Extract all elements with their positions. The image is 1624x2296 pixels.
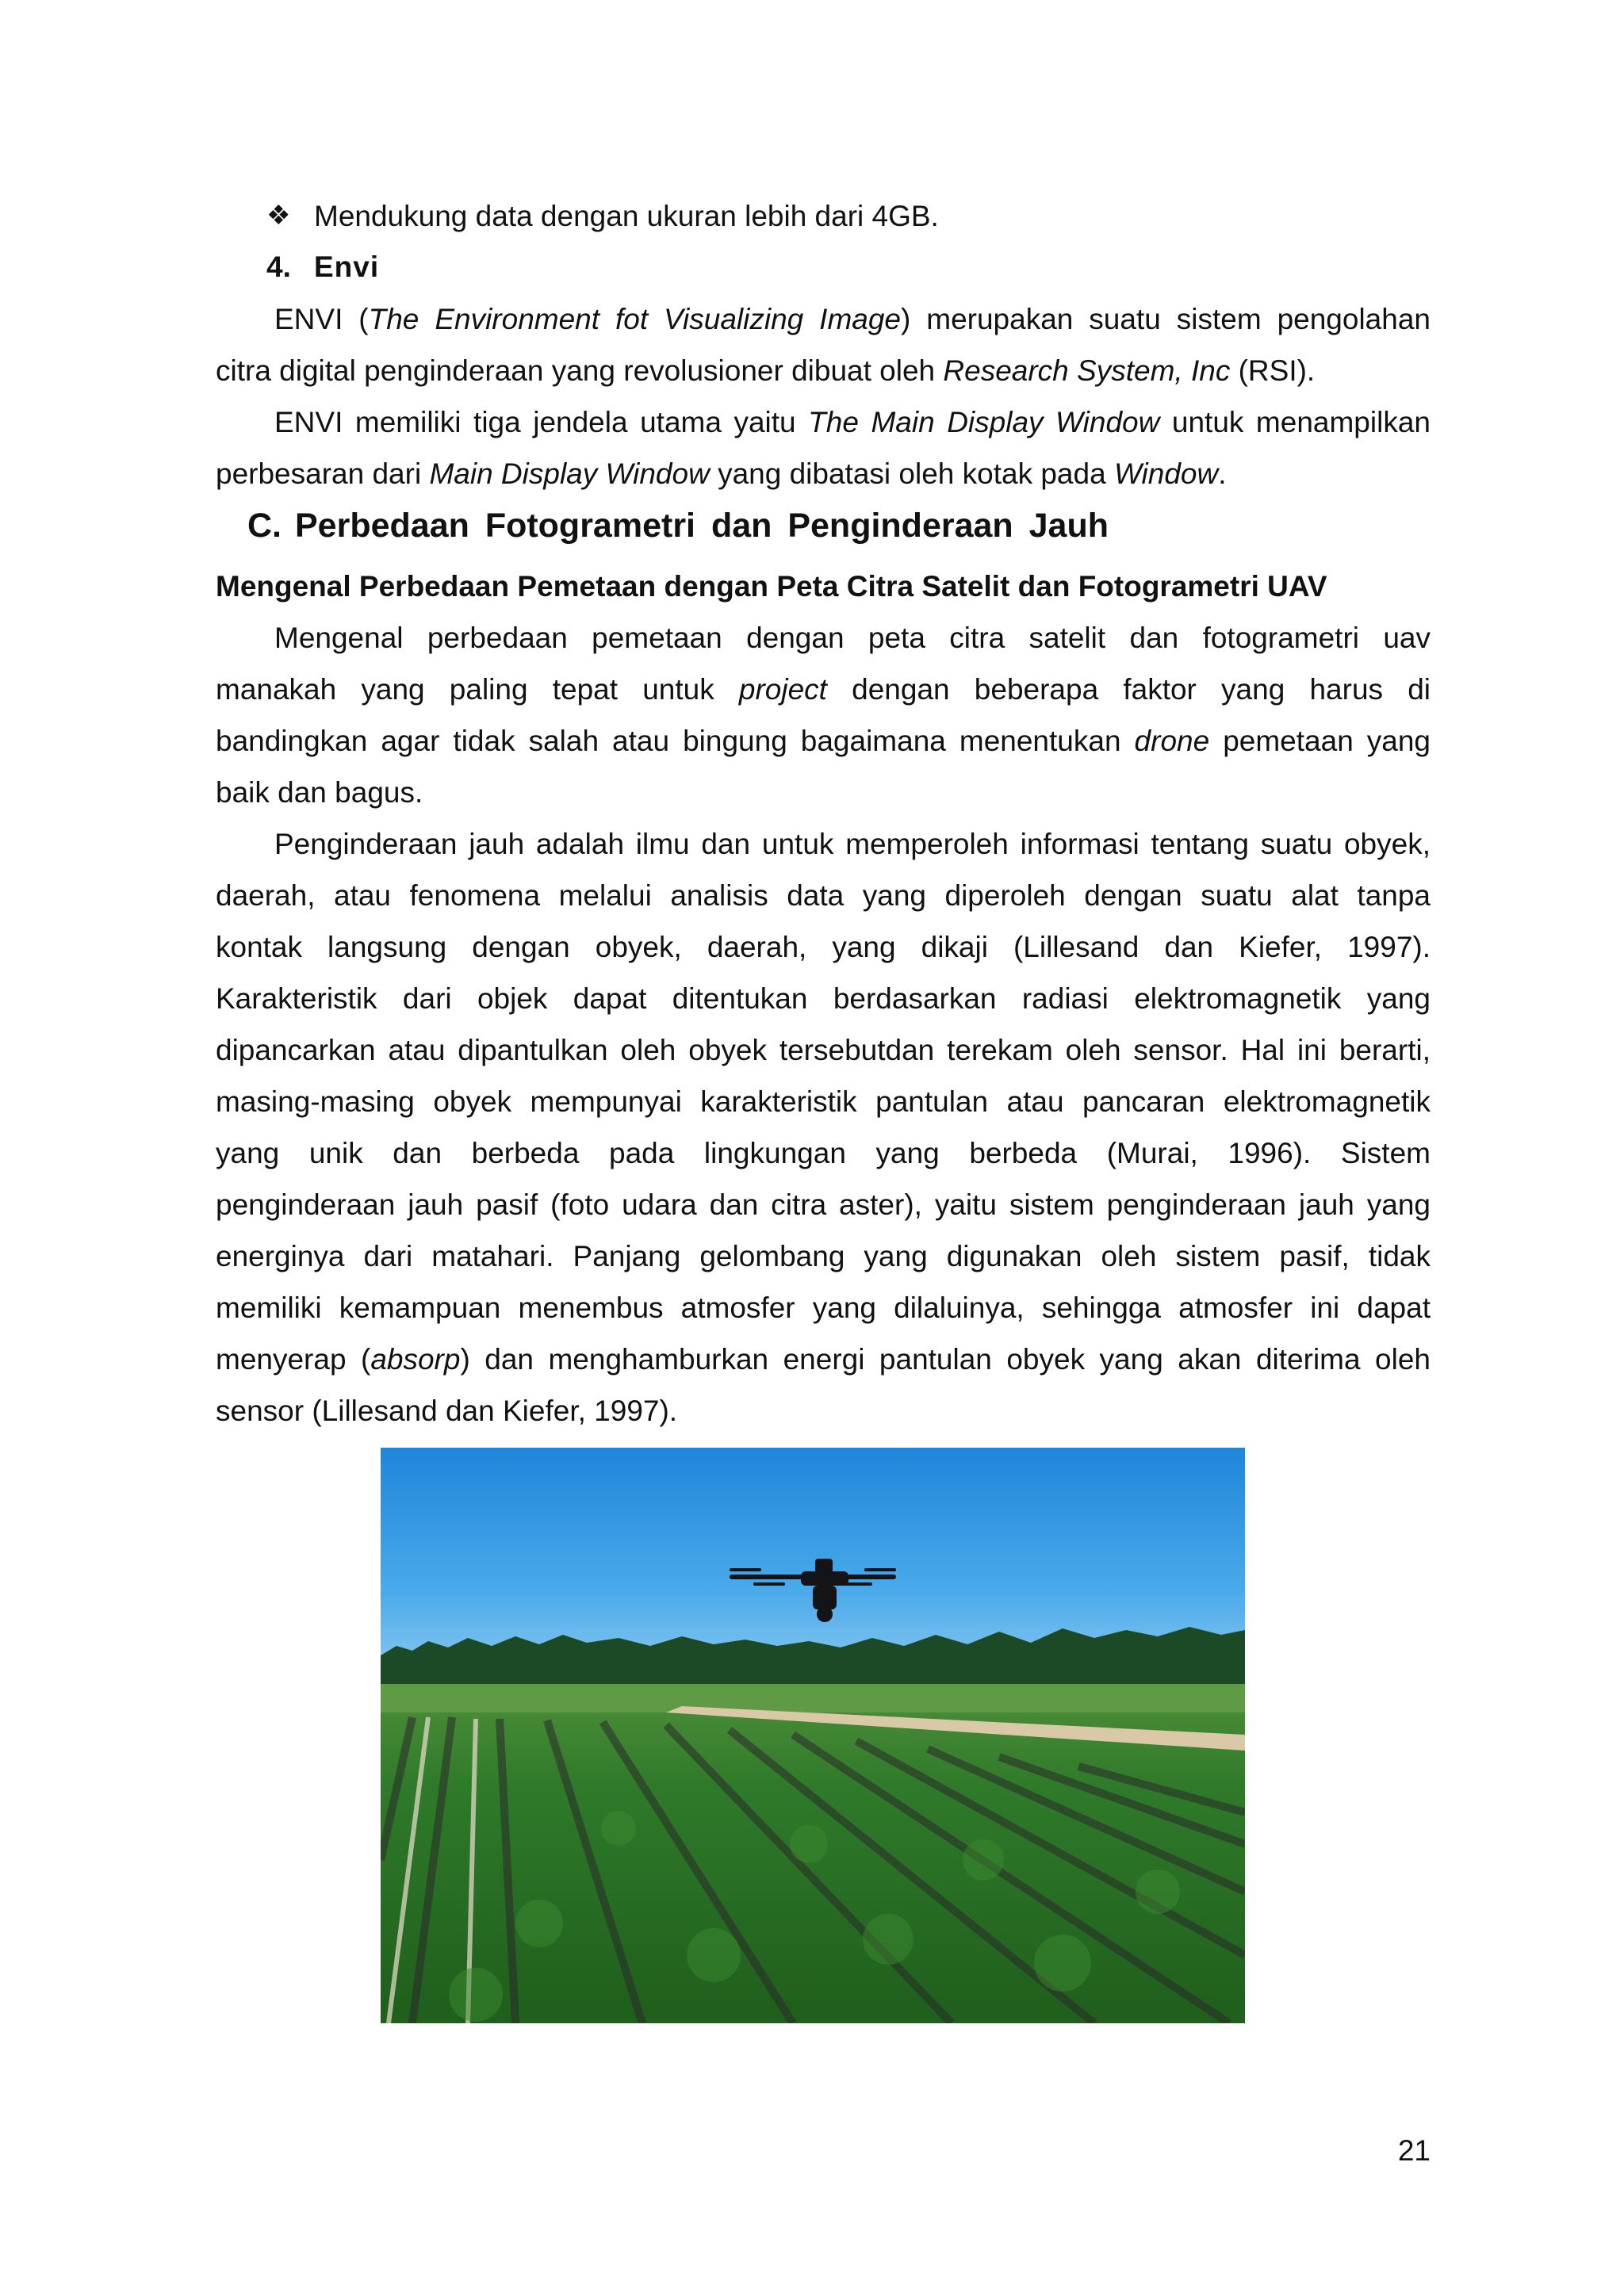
para2-line2: daerah, atau fenomena melalui analisis data yang diperoleh dengan suatu alat tanpa <box>216 879 1431 912</box>
para2-line9: energinya dari matahari. Panjang gelombang yang digunakan oleh sistem pasif, tidak <box>216 1240 1431 1272</box>
diamond-bullet-icon: ❖ <box>266 201 291 231</box>
para1-line4: baik dan bagus. <box>216 776 423 809</box>
para2-line8: penginderaan jauh pasif (foto udara dan citra aster), yaitu sistem penginderaan jauh yang <box>216 1188 1431 1221</box>
para2-line4: Karakteristik dari objek dapat ditentukan berdasarkan radiasi elektromagnetik yang <box>216 982 1431 1015</box>
para2-line11: menyerap (absorp) dan menghamburkan energi pantulan obyek yang akan diterima oleh <box>216 1343 1431 1376</box>
para2-line5: dipancarkan atau dipantulkan oleh obyek tersebutdan terekam oleh sensor. Hal ini berarti, <box>216 1034 1431 1066</box>
para2-line7: yang unik dan berbeda pada lingkungan yang berbeda (Murai, 1996). Sistem <box>216 1137 1431 1169</box>
para1-line3: bandingkan agar tidak salah atau bingung bagaimana menentukan drone pemetaan yang <box>216 725 1431 757</box>
section-title: Envi <box>314 251 380 283</box>
envi-para1-line2: citra digital penginderaan yang revolusioner dibuat oleh Research System, Inc (RSI). <box>216 354 1316 387</box>
drone-over-field-icon <box>381 1448 1245 2023</box>
para2-line1: Penginderaan jauh adalah ilmu dan untuk memperoleh informasi tentang suatu obyek, <box>274 828 1431 860</box>
subheading: Mengenal Perbedaan Pemetaan dengan Peta Citra Satelit dan Fotogrametri UAV <box>216 570 1327 603</box>
envi-para2-line2: perbesaran dari Main Display Window yang dibatasi oleh kotak pada Window. <box>216 457 1227 490</box>
para1-line2: manakah yang paling tepat untuk project dengan beberapa faktor yang harus di <box>216 673 1431 706</box>
envi-para2-line1: ENVI memiliki tiga jendela utama yaitu The Main Display Window untuk menampilkan <box>274 406 1431 438</box>
section-number: 4. <box>266 251 291 283</box>
page-number: 21 <box>1397 2134 1431 2167</box>
para2-line12: sensor (Lillesand dan Kiefer, 1997). <box>216 1395 678 1427</box>
section-c-title: Perbedaan Fotogrametri dan Penginderaan Jauh <box>295 507 1109 545</box>
para2-line3: kontak langsung dengan obyek, daerah, yang dikaji (Lillesand dan Kiefer, 1997). <box>216 931 1431 963</box>
para2-line6: masing-masing obyek mempunyai karakteristik pantulan atau pancaran elektromagnetik <box>216 1085 1431 1118</box>
drone-field-photo <box>381 1448 1245 2023</box>
section-c-letter: C. <box>247 507 282 545</box>
para2-line10: memiliki kemampuan menembus atmosfer yang dilaluinya, sehingga atmosfer ini dapat <box>216 1292 1431 1324</box>
para1-line1: Mengenal perbedaan pemetaan dengan peta citra satelit dan fotogrametri uav <box>274 622 1431 654</box>
envi-para1-line1: ENVI (The Environment fot Visualizing Image) merupakan suatu sistem pengolahan <box>274 303 1431 335</box>
bullet-item-text: Mendukung data dengan ukuran lebih dari 4GB. <box>314 200 939 232</box>
